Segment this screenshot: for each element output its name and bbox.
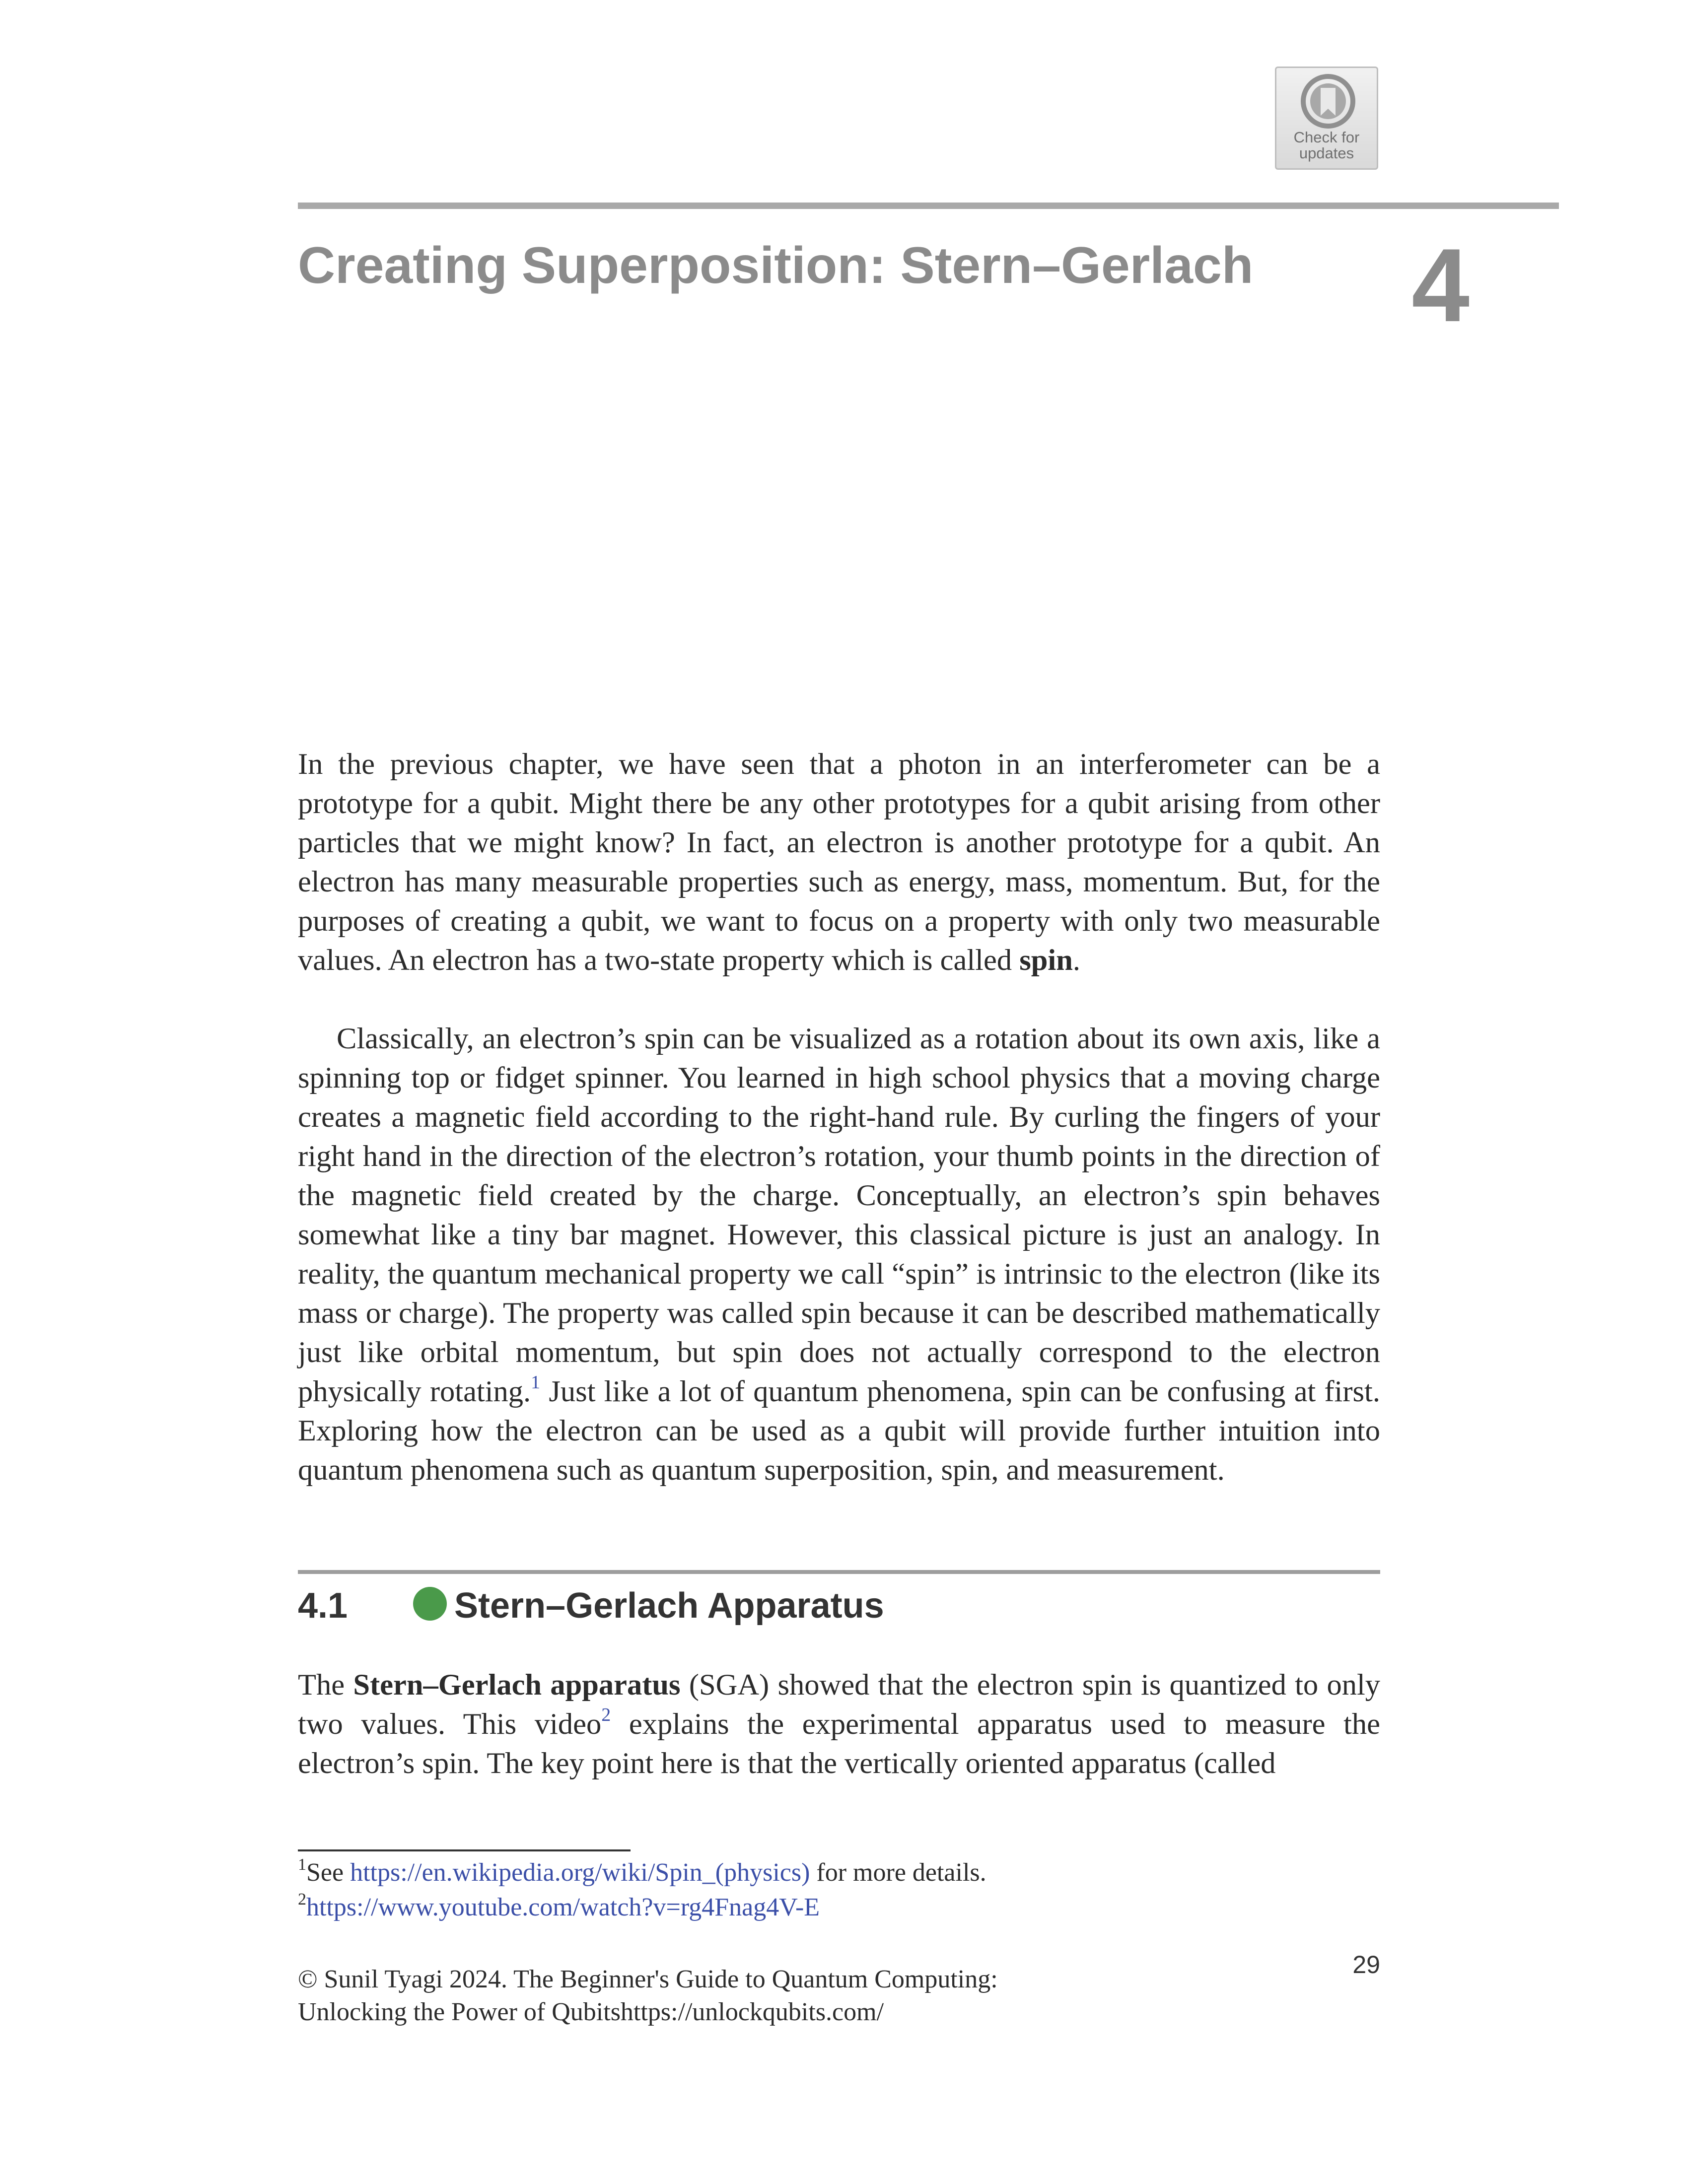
copyright-line-1: © Sunil Tyagi 2024. The Beginner's Guide to Quantum Computing: [298,1965,998,1993]
bookmark-icon [1300,73,1356,130]
footnote-2 [298,1891,820,1924]
footnote-1-pre: See [306,1858,351,1887]
intro-paragraph-2 [298,1019,1380,1490]
intro-p2-rest: Just like a lot of quantum phenomena, spin can be confusing at first. Exploring how the electron can be used as a qubit will provide further intuition into quantum phenomena such as quantum superposition, spin, and measurement. [298,1375,1380,1487]
green-dot-icon [413,1587,447,1621]
chapter-number: 4 [1411,227,1470,343]
footnote-rule [298,1849,631,1851]
term-spin: spin [1019,944,1073,977]
copyright-notice [298,1963,998,2029]
badge-label-line2: updates [1299,144,1354,162]
wikipedia-spin-link[interactable]: https://en.wikipedia.org/wiki/Spin_(physics) [350,1858,810,1887]
section-title: Stern–Gerlach Apparatus [454,1586,884,1626]
section-paragraph [298,1665,1380,1783]
intro-p1-end: . [1072,944,1080,977]
badge-label-line1: Check for [1293,129,1360,146]
chapter-title: Creating Superposition: Stern–Gerlach [298,237,1254,294]
chapter-top-rule [298,203,1559,209]
section-p-rest: explains the experimental apparatus used to measure the electron’s spin. The key point here is that the vertically oriented apparatus (called [298,1707,1381,1780]
intro-p2-text: Classically, an electron’s spin can be visualized as a rotation about its own axis, like a spinning top or fidget spinner. You learned in high school physics that a moving charge creates a magnetic field according to the right-hand rule. By curling the fingers of your right hand in the direction of the electron’s rotation, your thumb points in the direction of the magnetic field created by the charge. Conceptually, an electron’s spin behaves somewhat like a tiny bar magnet. However, this classical picture is just an analogy. In reality, the quantum mechanical property we call “spin” is intrinsic to the electron (like its mass or charge). The property was called spin because it can be described mathematically just like orbital momentum, but spin does not actually correspond to the electron physically rotating. [298,1022,1380,1408]
footnote-2-mark: 2 [298,1890,306,1909]
check-for-updates-badge[interactable] [1275,67,1378,170]
footnote-ref-2[interactable]: 2 [601,1705,611,1725]
section-p-start: The [298,1668,353,1702]
section-rule [298,1570,1380,1574]
intro-p1-text: In the previous chapter, we have seen that a photon in an interferometer can be a prototype for a qubit. Might there be any other prototypes for a qubit arising from other particles that we might know? In fact, an electron is another prototype for a qubit. An electron has many measurable properties such as energy, mass, momentum. But, for the purposes of creating a qubit, we want to focus on a property with only two measurable values. An electron has a two-state property which is called [298,748,1380,977]
intro-paragraph-1 [298,745,1380,980]
term-stern-gerlach-apparatus: Stern–Gerlach apparatus [353,1668,681,1702]
copyright-line-2: Unlocking the Power of Qubitshttps://unlockqubits.com/ [298,1998,884,2026]
footnote-ref-1[interactable]: 1 [531,1372,541,1393]
footnote-1-mark: 1 [298,1855,306,1874]
badge-label [1276,130,1377,161]
footnote-1-post: for more details. [810,1858,986,1887]
footnote-1 [298,1856,986,1889]
page-number: 29 [1352,1951,1380,1979]
section-number: 4.1 [298,1586,348,1626]
section-p-mid: (SGA) showed that the electron spin is quantized to only two values. This video [298,1668,1380,1741]
youtube-video-link[interactable]: https://www.youtube.com/watch?v=rg4Fnag4V-E [306,1893,820,1921]
